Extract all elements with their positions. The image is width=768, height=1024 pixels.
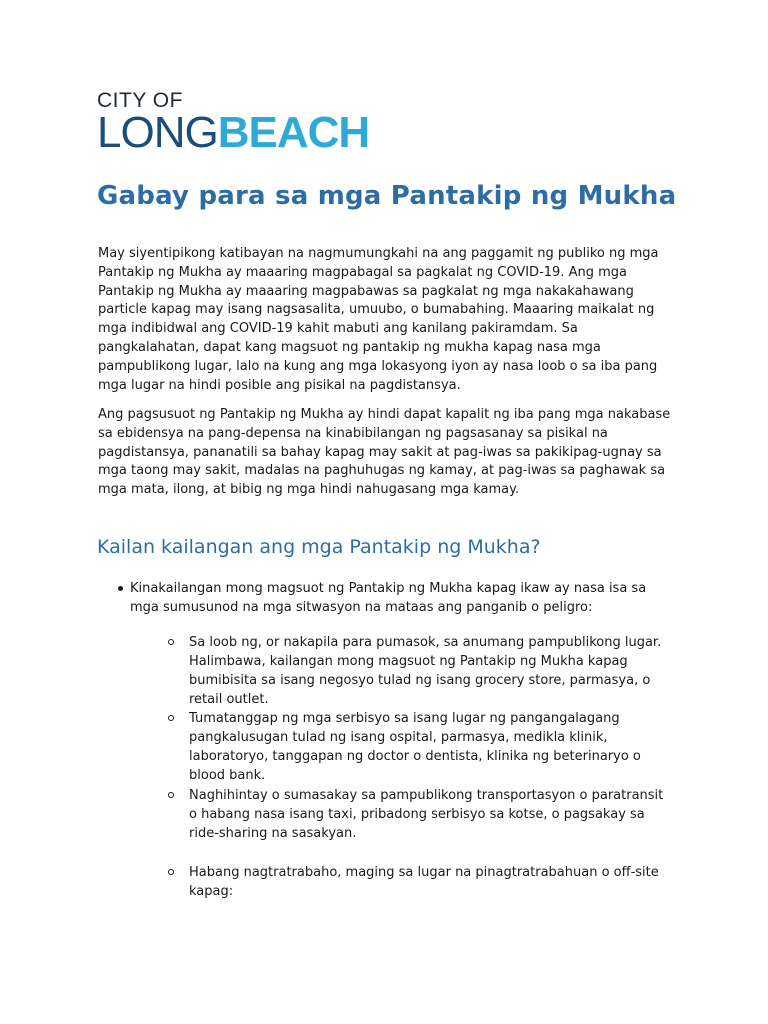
sub-list-item-text: Naghihintay o sumasakay sa pampublikong transportasyon o paratransit o habang nasa isang taxi, pribadong serbisyo sa kotse, o pagsakay sa ride-sharing na sasakyan. <box>189 788 664 841</box>
sub-list-item <box>168 709 668 785</box>
list-item-text: Kinakailangan mong magsuot ng Pantakip ng Mukha kapag ikaw ay nasa isa sa mga sumusunod na mga sitwasyon na mataas ang panganib o peligro: <box>130 581 647 615</box>
section-heading: Kailan kailangan ang mga Pantakip ng Mukha? <box>97 536 541 558</box>
sub-list-item-text: Sa loob ng, or nakapila para pumasok, sa anumang pampublikong lugar. Halimbawa, kailangan mong magsuot ng Pantakip ng Mukha kapag bumibisita sa isang negosyo tulad ng isang grocery store, parmasya, o retail outlet. <box>189 635 662 707</box>
logo-city-of: CITY OF <box>97 89 183 112</box>
sub-list-item <box>168 863 668 901</box>
logo-word-long: LONG <box>97 108 218 157</box>
city-logo <box>97 90 369 155</box>
sub-list-item <box>168 786 668 843</box>
page-title: Gabay para sa mga Pantakip ng Mukha <box>97 181 677 211</box>
circle-bullet-icon <box>168 869 174 875</box>
list-item <box>118 579 678 617</box>
second-paragraph: Ang pagsusuot ng Pantakip ng Mukha ay hindi dapat kapalit ng iba pang mga nakabase sa ebidensya na pang-depensa na kinabibilangan ng pagsasanay sa pisikal na pagdistansya, pananatili sa bahay kapag may sakit at pag-iwas sa pakikipag-ugnay sa mga taong may sakit, madalas na paghuhugas ng kamay, at pag-iwas sa paghawak sa mga mata, ilong, at bibig ng mga hindi nahugasang mga kamay. <box>98 407 671 498</box>
intro-paragraph: May siyentipikong katibayan na nagmumungkahi na ang paggamit ng publiko ng mga Pantakip ng Mukha ay maaaring magpabagal sa pagkalat ng COVID-19. Ang mga Pantakip ng Mukha ay maaaring magpabawas sa pagkalat ng mga nakakahawang particle kapag may isang nagsasalita, umuubo, o bumabahing. Maaaring maikalat ng mga indibidwal ang COVID-19 kahit mabuti ang kanilang pakiramdam. Sa pangkalahatan, dapat kang magsuot ng pantakip ng mukha kapag nasa mga pampublikong lugar, lalo na kung ang mga lokasyong iyon ay nasa loob o sa iba pang mga lugar na hindi posible ang pisikal na pagdistansya. <box>98 246 659 393</box>
logo-long-beach <box>97 108 370 157</box>
bullet-dot-icon <box>118 586 123 591</box>
circle-bullet-icon <box>168 715 174 721</box>
sub-list-item-text: Tumatanggap ng mga serbisyo sa isang lugar ng pangangalagang pangkalusugan tulad ng isang ospital, parmasya, medikla klinik, laboratoryo, tanggapan ng doctor o dentista, klinika ng beterinaryo o blood bank. <box>189 711 641 783</box>
circle-bullet-icon <box>168 639 174 645</box>
logo-word-beach: BEACH <box>217 108 370 157</box>
circle-bullet-icon <box>168 792 174 798</box>
sub-list-item <box>168 633 668 709</box>
sub-list-item-text: Habang nagtratrabaho, maging sa lugar na pinagtratrabahuan o off-site kapag: <box>189 865 659 899</box>
